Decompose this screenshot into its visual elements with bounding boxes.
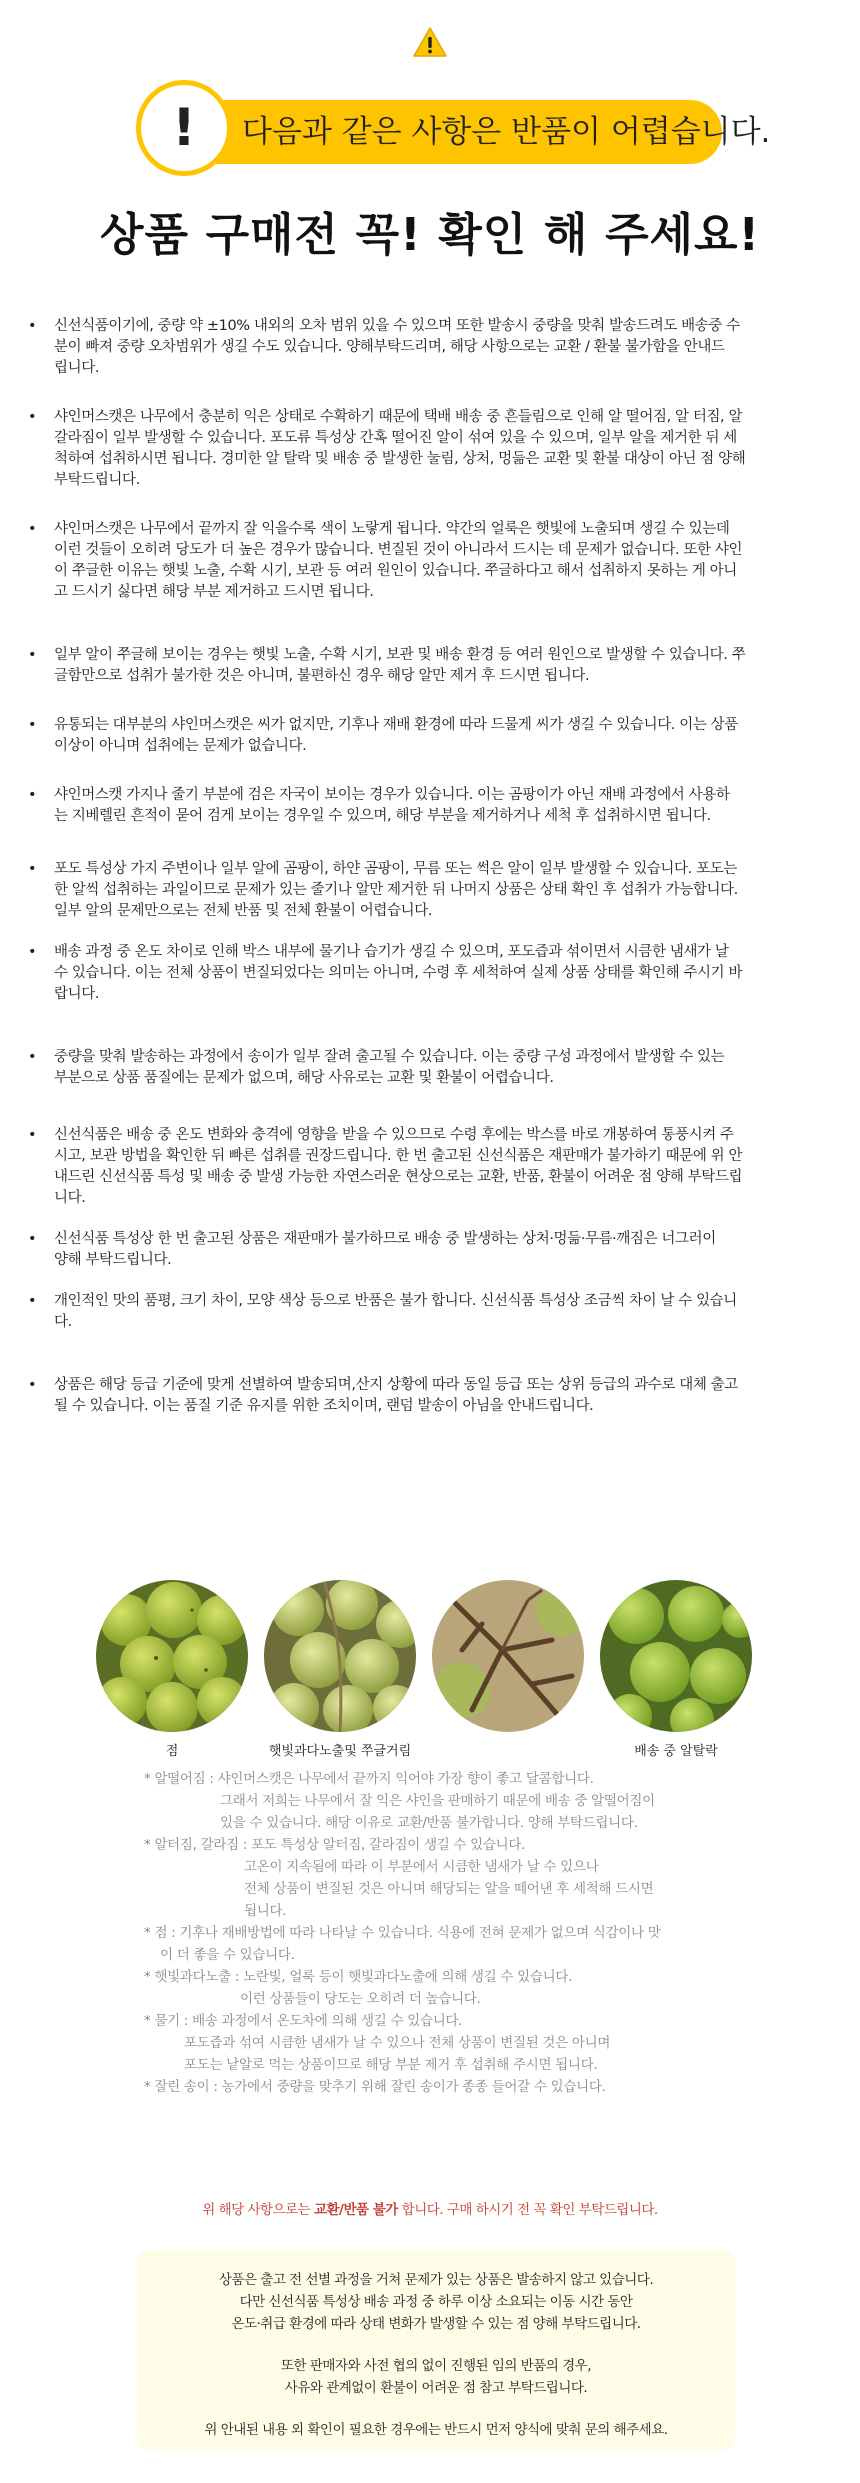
definition-line: 이런 상품들이 당도는 오히려 더 높습니다.: [240, 1991, 481, 2007]
notice-box-line: 다만 신선식품 특성상 배송 과정 중 하루 이상 소요되는 이동 시간 동안: [239, 2294, 633, 2310]
notice-line: 립니다.: [54, 360, 100, 376]
notice-line: • 샤인머스캣은 나무에서 끝까지 잘 익을수록 색이 노랗게 됩니다. 약간의 얼룩은 햇빛에 노출되며 생길 수 있는데: [54, 521, 730, 537]
notice-item: [28, 519, 828, 603]
notice-item: [28, 1047, 828, 1089]
notice-line: 이 쭈글한 이유는 햇빛 노출, 수확 시기, 보관 등 여러 원인이 있습니다. 쭈글하다고 해서 섭취하지 못하는 게 아니: [54, 563, 737, 579]
notice-line: 한 알씩 섭취하는 과일이므로 문제가 있는 줄기나 알만 제거한 뒤 나머지 상품은 상태 확인 후 섭취가 가능합니다.: [54, 882, 738, 898]
notice-item: [28, 1291, 828, 1333]
photo-sun-exposure: [264, 1580, 416, 1732]
notice-line: 분이 빠져 중량 오차범위가 생길 수도 있습니다. 양해부탁드리며, 해당 사항으로는 교환 / 환불 불가함을 안내드: [54, 339, 725, 355]
notice-line: • 배송 과정 중 온도 차이로 인해 박스 내부에 물기나 습기가 생길 수 있으며, 포도즙과 섞이면서 시큼한 냄새가 날: [54, 944, 729, 960]
notice-line: 갈라짐이 일부 발생할 수 있습니다. 포도류 특성상 간혹 떨어진 알이 섞여 있을 수 있으며, 일부 알을 제거한 뒤 세: [54, 430, 737, 446]
notice-line: • 유통되는 대부분의 샤인머스캣은 씨가 없지만, 기후나 재배 환경에 따라 드물게 씨가 생길 수 있습니다. 이는 상품: [54, 717, 738, 733]
notice-line: • 샤인머스캣 가지나 줄기 부분에 검은 자국이 보이는 경우가 있습니다. 이는 곰팡이가 아닌 재배 과정에서 사용하: [54, 787, 730, 803]
alert-banner: [138, 98, 771, 164]
definition-line: * 물기 : 배송 과정에서 온도차에 의해 생길 수 있습니다.: [144, 2013, 463, 2029]
definition-line: * 잘린 송이 : 농가에서 중량을 맞추기 위해 잘린 송이가 종종 들어갈 수 있습니다.: [144, 2079, 606, 2095]
notice-line: • 신선식품이기에, 중량 약 ±10% 내외의 오차 범위 있을 수 있으며 또한 발송시 중량을 맞춰 발송드려도 배송중 수: [54, 318, 740, 334]
notice-line: 부분으로 상품 품질에는 문제가 없으며, 해당 사유로는 교환 및 환불이 어렵습니다.: [54, 1070, 554, 1086]
definition-line: 이 더 좋을 수 있습니다.: [160, 1947, 295, 1963]
definition-line: 포도즙과 섞여 시큼한 냄새가 날 수 있으나 전체 상품이 변질된 것은 아니며: [184, 2035, 611, 2051]
photo-stem: [432, 1580, 584, 1732]
notice-box: [136, 2250, 736, 2450]
alert-banner-text: 다음과 같은 사항은 반품이 어렵습니다.: [242, 114, 771, 150]
notice-box-line: 상품은 출고 전 선별 과정을 거쳐 문제가 있는 상품은 발송하지 않고 있습니다.: [218, 2272, 654, 2288]
notice-item: [28, 785, 828, 827]
notice-line: • 개인적인 맛의 품평, 크기 차이, 모양 색상 등으로 반품은 불가 합니다. 신선식품 특성상 조금씩 차이 날 수 있습니: [54, 1293, 737, 1309]
notice-line: 시고, 보관 방법을 확인한 뒤 빠른 섭취를 권장드립니다. 한 번 출고된 신선식품은 재판매가 불가하기 때문에 위 안: [54, 1148, 743, 1164]
notice-line: 될 수 있습니다. 이는 품질 기준 유지를 위한 조치이며, 랜덤 발송이 아님을 안내드립니다.: [54, 1398, 594, 1414]
notice-line: 고 드시기 싫다면 해당 부분 제거하고 드시면 됩니다.: [54, 584, 374, 600]
notice-item: [28, 1125, 828, 1209]
notice-line: 일부 알의 문제만으로는 전체 반품 및 전체 환불이 어렵습니다.: [54, 903, 433, 919]
exclamation-circle-icon: !: [136, 80, 232, 176]
notice-item: [28, 407, 828, 491]
notice-line: 이상이 아니며 섭취에는 문제가 없습니다.: [54, 738, 307, 754]
notice-line: • 상품은 해당 등급 기준에 맞게 선별하여 발송되며,산지 상황에 따라 동일 등급 또는 상위 등급의 과수로 대체 출고: [54, 1377, 738, 1393]
definition-line: * 햇빛과다노출 : 노란빛, 얼룩 등이 햇빛과다노출에 의해 생길 수 있습니다.: [144, 1969, 573, 1985]
notice-item: [28, 1375, 828, 1417]
definition-line: 포도는 낱알로 먹는 상품이므로 해당 부분 제거 후 섭취해 주시면 됩니다.: [184, 2057, 598, 2073]
notice-line: 내드린 신선식품 특성 및 배송 중 발생 가능한 자연스러운 현상으로는 교환, 반품, 환불이 어려운 점 양해 부탁드립: [54, 1169, 743, 1185]
definition-line: 전체 상품이 변질된 것은 아니며 해당되는 알을 떼어낸 후 세척해 드시면: [244, 1881, 654, 1897]
notice-item: [28, 715, 828, 757]
notice-item: [28, 1229, 828, 1271]
photo-dropped-grapes: [600, 1580, 752, 1732]
notice-line: 다.: [54, 1314, 72, 1330]
photo-caption: 햇빛과다노출및 쭈글거림: [268, 1744, 412, 1759]
page-title: 상품 구매전 꼭! 확인 해 주세요!: [99, 208, 761, 261]
definition-line: 그래서 저희는 나무에서 잘 익은 샤인을 판매하기 때문에 배송 중 알떨어짐이: [220, 1793, 655, 1809]
definitions-list: [144, 1768, 744, 2098]
definition-line: 있을 수 있습니다. 해당 이유로 교환/반품 불가합니다. 양해 부탁드립니다.: [220, 1815, 638, 1831]
notice-line: • 일부 알이 쭈글해 보이는 경우는 햇빛 노출, 수확 시기, 보관 및 배송 환경 등 여러 원인으로 발생할 수 있습니다. 쭈: [54, 647, 746, 663]
notice-line: 척하여 섭취하시면 됩니다. 경미한 알 탈락 및 배송 중 발생한 눌림, 상처, 멍듦은 교환 및 환불 대상이 아닌 점 양해: [54, 451, 746, 467]
notice-line: 랍니다.: [54, 986, 100, 1002]
notice-box-line: 위 안내된 내용 외 확인이 필요한 경우에는 반드시 먼저 양식에 맞춰 문의 해주세요.: [204, 2422, 668, 2438]
notice-line: • 신선식품은 배송 중 온도 변화와 충격에 영향을 받을 수 있으므로 수령 후에는 박스를 바로 개봉하여 통풍시켜 주: [54, 1127, 734, 1143]
definition-line: 고온이 지속됨에 따라 이 부분에서 시큼한 냄새가 날 수 있으나: [244, 1859, 599, 1875]
notice-line: 수 있습니다. 이는 전체 상품이 변질되었다는 의미는 아니며, 수령 후 세척하여 실제 상품 상태를 확인해 주시기 바: [54, 965, 743, 981]
notice-item: [28, 859, 828, 922]
notice-item: [28, 316, 828, 379]
notice-box-line: 온도·취급 환경에 따라 상태 변화가 발생할 수 있는 점 양해 부탁드립니다.: [231, 2316, 641, 2332]
notice-line: 는 지베렐린 흔적이 묻어 검게 보이는 경우일 수 있으며, 해당 부분을 제거하거나 세척 후 섭취하시면 됩니다.: [54, 808, 711, 824]
no-return-notice: 위 해당 사항으로는 교환/반품 불가 합니다. 구매 하시기 전 꼭 확인 부탁드립니다.: [202, 2202, 658, 2218]
notice-line: • 샤인머스캣은 나무에서 충분히 익은 상태로 수확하기 때문에 택배 배송 중 흔들림으로 인해 알 떨어짐, 알 터짐, 알: [54, 409, 743, 425]
definition-line: 됩니다.: [244, 1903, 287, 1919]
notice-item: [28, 645, 828, 687]
notice-line: 니다.: [54, 1190, 86, 1206]
notice-line: • 신선식품 특성상 한 번 출고된 상품은 재판매가 불가하므로 배송 중 발생하는 상처·멍듦·무름·깨짐은 너그러이: [54, 1231, 716, 1247]
definition-line: * 알터짐, 갈라짐 : 포도 특성상 알터짐, 갈라짐이 생길 수 있습니다.: [144, 1837, 526, 1853]
notice-box-line: 사유와 관계없이 환불이 어려운 점 참고 부탁드립니다.: [284, 2380, 588, 2396]
notice-list: [28, 316, 828, 1417]
photo-caption: 배송 중 알탈락: [634, 1744, 718, 1759]
notice-line: • 포도 특성상 가지 주변이나 일부 알에 곰팡이, 하얀 곰팡이, 무름 또는 썩은 알이 일부 발생할 수 있습니다. 포도는: [54, 861, 737, 877]
photo-caption: 점: [165, 1744, 179, 1759]
notice-line: 글함만으로 섭취가 불가한 것은 아니며, 불편하신 경우 해당 알만 제거 후 드시면 됩니다.: [54, 668, 590, 684]
notice-line: 이런 것들이 오히려 당도가 더 높은 경우가 많습니다. 변질된 것이 아니라서 드시는 데 문제가 없습니다. 또한 샤인: [54, 542, 743, 558]
warning-triangle-icon: [412, 26, 448, 58]
definition-line: * 점 : 기후나 재배방법에 따라 나타날 수 있습니다. 식용에 전혀 문제가 없으며 식감이나 맛: [144, 1925, 661, 1941]
notice-box-line: 또한 판매자와 사전 협의 없이 진행된 임의 반품의 경우,: [280, 2358, 592, 2374]
notice-line: 양해 부탁드립니다.: [54, 1252, 172, 1268]
photo-gallery: [96, 1580, 766, 1759]
photo-spots: [96, 1580, 248, 1732]
notice-line: • 중량을 맞춰 발송하는 과정에서 송이가 일부 잘려 출고될 수 있습니다. 이는 중량 구성 과정에서 발생할 수 있는: [54, 1049, 725, 1065]
definition-line: * 알떨어짐 : 샤인머스캣은 나무에서 끝까지 익어야 가장 향이 좋고 달콤합니다.: [144, 1771, 594, 1787]
notice-line: 부탁드립니다.: [54, 472, 140, 488]
notice-item: [28, 942, 828, 1005]
